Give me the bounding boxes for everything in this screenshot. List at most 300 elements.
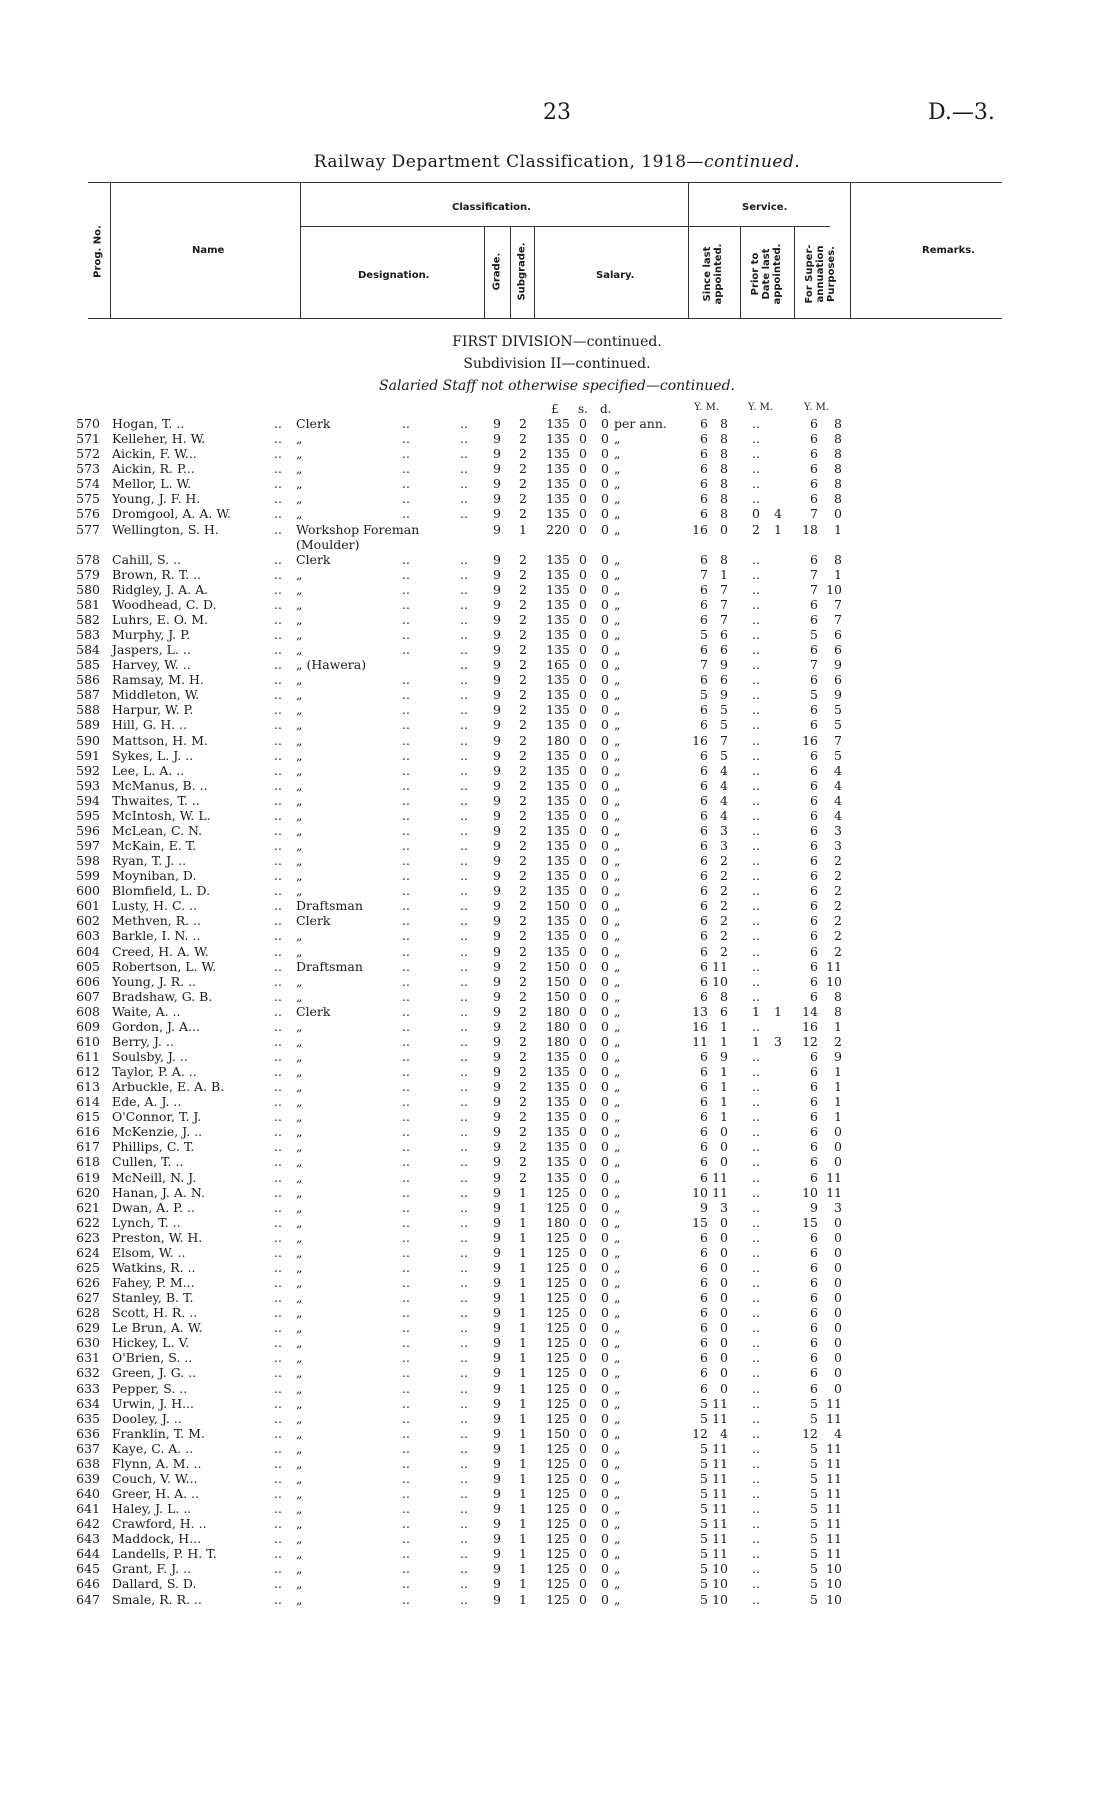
salary-shillings: 0 bbox=[579, 1109, 587, 1125]
prog-no: 647 bbox=[76, 1591, 100, 1607]
leader-dots: .. bbox=[274, 1259, 282, 1275]
grade: 9 bbox=[493, 1455, 501, 1471]
salary-pounds: 125 bbox=[546, 1335, 570, 1351]
leader-dots: .. bbox=[402, 1199, 410, 1215]
salary-pence: 0 bbox=[601, 928, 609, 944]
staff-name: Murphy, J. P. bbox=[112, 627, 191, 642]
since-months: 0 bbox=[720, 1229, 728, 1245]
leader-dots: .. bbox=[402, 1003, 410, 1019]
salary-period: „ bbox=[614, 551, 621, 567]
super-years: 6 bbox=[810, 868, 818, 884]
super-years: 9 bbox=[810, 1199, 818, 1215]
prior-years: .. bbox=[752, 1440, 760, 1456]
designation: „ bbox=[296, 1486, 303, 1501]
staff-name: Arbuckle, E. A. B. bbox=[112, 1079, 225, 1095]
salary-pounds: 135 bbox=[546, 491, 570, 507]
super-years: 7 bbox=[810, 506, 818, 522]
prog-no: 630 bbox=[76, 1335, 100, 1351]
leader-dots: .. bbox=[402, 1154, 410, 1170]
since-months: 7 bbox=[720, 732, 728, 748]
subgrade: 2 bbox=[519, 973, 527, 989]
leader-dots: .. bbox=[402, 1501, 410, 1516]
prog-no: 571 bbox=[76, 431, 100, 447]
super-months: 2 bbox=[834, 913, 842, 929]
since-years: 5 bbox=[700, 1486, 708, 1501]
table-row bbox=[0, 476, 1114, 491]
leader-dots: .. bbox=[460, 1169, 468, 1185]
staff-name: Kaye, C. A. .. bbox=[112, 1440, 194, 1456]
salary-period: „ bbox=[614, 1591, 621, 1607]
grade: 9 bbox=[493, 1033, 501, 1049]
staff-name: Middleton, W. bbox=[112, 687, 200, 703]
subgrade: 1 bbox=[519, 1470, 527, 1486]
leader-dots: .. bbox=[460, 1486, 468, 1501]
leader-dots: .. bbox=[402, 1033, 410, 1049]
subgrade: 1 bbox=[519, 1516, 527, 1532]
super-years: 6 bbox=[810, 672, 818, 688]
subgrade: 1 bbox=[519, 1425, 527, 1441]
prog-no: 645 bbox=[76, 1561, 100, 1577]
leader-dots: .. bbox=[274, 627, 282, 642]
since-years: 6 bbox=[700, 792, 708, 808]
salary-pence: 0 bbox=[601, 1199, 609, 1215]
super-months: 0 bbox=[834, 1154, 842, 1170]
super-months: 9 bbox=[834, 657, 842, 673]
grade: 9 bbox=[493, 1064, 501, 1079]
grade: 9 bbox=[493, 611, 501, 627]
table-row bbox=[0, 928, 1114, 943]
super-years: 5 bbox=[810, 687, 818, 703]
leader-dots: .. bbox=[402, 446, 410, 462]
super-months: 0 bbox=[834, 1350, 842, 1366]
subgrade: 2 bbox=[519, 702, 527, 718]
designation: „ bbox=[296, 1455, 303, 1471]
subgrade: 2 bbox=[519, 416, 527, 431]
division-heading: FIRST DIVISION—continued. bbox=[452, 334, 662, 350]
grade: 9 bbox=[493, 1576, 501, 1592]
super-months: 1 bbox=[834, 1094, 842, 1110]
leader-dots: .. bbox=[274, 1229, 282, 1245]
staff-name: Ede, A. J. .. bbox=[112, 1094, 182, 1110]
prior-years: .. bbox=[752, 1305, 760, 1321]
prog-no: 631 bbox=[76, 1350, 100, 1366]
salary-pence: 0 bbox=[601, 1561, 609, 1577]
since-years: 6 bbox=[700, 446, 708, 462]
since-months: 11 bbox=[712, 1440, 728, 1456]
salary-pounds: 220 bbox=[546, 521, 570, 537]
designation: „ bbox=[296, 1048, 303, 1064]
super-years: 6 bbox=[810, 1350, 818, 1366]
salary-pence: 0 bbox=[601, 1516, 609, 1532]
grade: 9 bbox=[493, 1561, 501, 1577]
leader-dots: .. bbox=[274, 898, 282, 914]
leader-dots: .. bbox=[460, 1229, 468, 1245]
table-row bbox=[0, 702, 1114, 717]
salary-period: „ bbox=[614, 792, 621, 808]
prog-no: 593 bbox=[76, 777, 100, 793]
staff-name: Thwaites, T. .. bbox=[112, 792, 200, 808]
since-years: 6 bbox=[700, 1154, 708, 1170]
prog-no: 627 bbox=[76, 1290, 100, 1306]
leader-dots: .. bbox=[402, 868, 410, 884]
col-divider bbox=[534, 226, 535, 318]
super-years: 5 bbox=[810, 1455, 818, 1471]
since-months: 0 bbox=[720, 1244, 728, 1260]
subgrade: 1 bbox=[519, 1410, 527, 1426]
salary-period: „ bbox=[614, 988, 621, 1004]
super-years: 6 bbox=[810, 943, 818, 959]
table-row bbox=[0, 1170, 1114, 1185]
super-years: 6 bbox=[810, 717, 818, 733]
prior-years: .. bbox=[752, 1259, 760, 1275]
leader-dots: .. bbox=[460, 1591, 468, 1607]
super-months: 0 bbox=[834, 506, 842, 522]
since-months: 0 bbox=[720, 1380, 728, 1396]
staff-name: Smale, R. R. .. bbox=[112, 1591, 202, 1607]
table-row bbox=[0, 1275, 1114, 1290]
salary-period: „ bbox=[614, 913, 621, 929]
salary-period: „ bbox=[614, 777, 621, 793]
prog-no: 623 bbox=[76, 1229, 100, 1245]
table-row bbox=[0, 1124, 1114, 1139]
prog-no: 601 bbox=[76, 898, 100, 914]
salary-pence: 0 bbox=[601, 1455, 609, 1471]
salary-shillings: 0 bbox=[579, 1440, 587, 1456]
since-years: 5 bbox=[700, 1546, 708, 1562]
table-row bbox=[0, 687, 1114, 702]
super-years: 6 bbox=[810, 611, 818, 627]
salary-period: „ bbox=[614, 807, 621, 823]
leader-dots: .. bbox=[274, 1501, 282, 1516]
leader-dots: .. bbox=[460, 868, 468, 884]
staff-name: Moyniban, D. bbox=[112, 868, 197, 884]
salary-shillings: 0 bbox=[579, 928, 587, 944]
grade: 9 bbox=[493, 627, 501, 642]
prior-years: .. bbox=[752, 853, 760, 868]
subgrade: 1 bbox=[519, 1531, 527, 1547]
super-months: 0 bbox=[834, 1214, 842, 1230]
super-months: 11 bbox=[826, 1395, 842, 1411]
prog-no: 579 bbox=[76, 566, 100, 582]
since-months: 11 bbox=[712, 1455, 728, 1471]
since-years: 6 bbox=[700, 988, 708, 1004]
salary-pence: 0 bbox=[601, 717, 609, 733]
prog-no: 618 bbox=[76, 1154, 100, 1170]
table-row bbox=[0, 1094, 1114, 1109]
subgrade: 1 bbox=[519, 1576, 527, 1592]
super-years: 6 bbox=[810, 1380, 818, 1396]
staff-name: Grant, F. J. .. bbox=[112, 1561, 192, 1577]
leader-dots: .. bbox=[274, 1410, 282, 1426]
salary-pence: 0 bbox=[601, 702, 609, 718]
designation: „ bbox=[296, 1425, 303, 1441]
super-months: 11 bbox=[826, 1516, 842, 1532]
salary-period: „ bbox=[614, 596, 621, 612]
staff-name: Wellington, S. H. bbox=[112, 521, 219, 537]
page-number: 23 bbox=[543, 100, 571, 125]
salary-shillings: 0 bbox=[579, 1275, 587, 1290]
prog-no: 634 bbox=[76, 1395, 100, 1411]
designation: „ bbox=[296, 1320, 303, 1336]
prog-no: 572 bbox=[76, 446, 100, 462]
since-years: 6 bbox=[700, 958, 708, 974]
designation: „ bbox=[296, 1184, 303, 1200]
salary-pence: 0 bbox=[601, 687, 609, 703]
subgrade: 2 bbox=[519, 868, 527, 884]
prior-years: .. bbox=[752, 1244, 760, 1260]
prog-no: 619 bbox=[76, 1169, 100, 1185]
leader-dots: .. bbox=[402, 1591, 410, 1607]
salary-shillings: 0 bbox=[579, 1259, 587, 1275]
super-months: 10 bbox=[826, 1561, 842, 1577]
leader-dots: .. bbox=[274, 1470, 282, 1486]
prog-no: 625 bbox=[76, 1259, 100, 1275]
table-row bbox=[0, 672, 1114, 687]
super-years: 6 bbox=[810, 1365, 818, 1381]
prog-no: 644 bbox=[76, 1546, 100, 1562]
grade: 9 bbox=[493, 1501, 501, 1516]
designation: „ bbox=[296, 1305, 303, 1321]
prog-no: 611 bbox=[76, 1048, 100, 1064]
salary-pounds: 135 bbox=[546, 1124, 570, 1140]
super-years: 18 bbox=[802, 521, 818, 537]
salary-period: „ bbox=[614, 1561, 621, 1577]
subgrade: 1 bbox=[519, 1440, 527, 1456]
salary-pence: 0 bbox=[601, 521, 609, 537]
header-superannuation: For Super- annuation Purposes. bbox=[804, 244, 837, 304]
salary-pence: 0 bbox=[601, 1470, 609, 1486]
leader-dots: .. bbox=[274, 1455, 282, 1471]
subgrade: 2 bbox=[519, 461, 527, 477]
salary-pounds: 135 bbox=[546, 1109, 570, 1125]
leader-dots: .. bbox=[460, 1033, 468, 1049]
super-months: 0 bbox=[834, 1290, 842, 1306]
prior-years: .. bbox=[752, 1169, 760, 1185]
grade: 9 bbox=[493, 1320, 501, 1336]
leader-dots: .. bbox=[460, 461, 468, 477]
staff-name: Taylor, P. A. .. bbox=[112, 1064, 197, 1079]
staff-name: Robertson, L. W. bbox=[112, 958, 217, 974]
since-months: 0 bbox=[720, 1124, 728, 1140]
super-months: 0 bbox=[834, 1380, 842, 1396]
subgrade: 2 bbox=[519, 838, 527, 853]
since-months: 1 bbox=[720, 566, 728, 582]
prior-years: .. bbox=[752, 416, 760, 431]
super-months: 0 bbox=[834, 1365, 842, 1381]
salary-period: „ bbox=[614, 1320, 621, 1336]
subgrade: 2 bbox=[519, 717, 527, 733]
salary-pounds: 135 bbox=[546, 853, 570, 868]
salary-period: „ bbox=[614, 1214, 621, 1230]
leader-dots: .. bbox=[460, 1003, 468, 1019]
designation: „ bbox=[296, 943, 303, 959]
salary-period: „ bbox=[614, 822, 621, 838]
subgrade: 2 bbox=[519, 1139, 527, 1155]
super-years: 6 bbox=[810, 807, 818, 823]
since-months: 8 bbox=[720, 551, 728, 567]
since-months: 4 bbox=[720, 807, 728, 823]
grade: 9 bbox=[493, 1275, 501, 1290]
since-months: 8 bbox=[720, 446, 728, 462]
table-row bbox=[0, 793, 1114, 808]
since-years: 7 bbox=[700, 657, 708, 673]
leader-dots: .. bbox=[460, 1109, 468, 1125]
salary-pounds: 125 bbox=[546, 1591, 570, 1607]
salary-pence: 0 bbox=[601, 1064, 609, 1079]
super-years: 14 bbox=[802, 1003, 818, 1019]
prog-no: 603 bbox=[76, 928, 100, 944]
table-row bbox=[0, 733, 1114, 748]
subgrade: 2 bbox=[519, 581, 527, 597]
leader-dots: .. bbox=[460, 1410, 468, 1426]
since-years: 6 bbox=[700, 596, 708, 612]
salary-pounds: 125 bbox=[546, 1486, 570, 1501]
salary-pence: 0 bbox=[601, 1229, 609, 1245]
salary-shillings: 0 bbox=[579, 1455, 587, 1471]
salary-pence: 0 bbox=[601, 777, 609, 793]
designation: „ bbox=[296, 611, 303, 627]
super-years: 7 bbox=[810, 657, 818, 673]
prior-years: .. bbox=[752, 822, 760, 838]
salary-pence: 0 bbox=[601, 747, 609, 763]
salary-pence: 0 bbox=[601, 1425, 609, 1441]
salary-pence: 0 bbox=[601, 566, 609, 582]
salary-pounds: 135 bbox=[546, 611, 570, 627]
salary-period: „ bbox=[614, 566, 621, 582]
leader-dots: .. bbox=[460, 732, 468, 748]
super-months: 9 bbox=[834, 1048, 842, 1064]
super-months: 3 bbox=[834, 1199, 842, 1215]
since-months: 11 bbox=[712, 958, 728, 974]
leader-dots: .. bbox=[274, 777, 282, 793]
super-months: 7 bbox=[834, 596, 842, 612]
staff-name: Jaspers, L. .. bbox=[112, 642, 191, 657]
table-row bbox=[0, 1290, 1114, 1305]
salary-shillings: 0 bbox=[579, 1169, 587, 1185]
salary-shillings: 0 bbox=[579, 1576, 587, 1592]
super-years: 6 bbox=[810, 1079, 818, 1095]
super-months: 11 bbox=[826, 1486, 842, 1501]
salary-period: „ bbox=[614, 732, 621, 748]
since-months: 11 bbox=[712, 1531, 728, 1547]
leader-dots: .. bbox=[460, 943, 468, 959]
grade: 9 bbox=[493, 1229, 501, 1245]
prior-years: .. bbox=[752, 1214, 760, 1230]
super-years: 15 bbox=[802, 1214, 818, 1230]
leader-dots: .. bbox=[402, 1320, 410, 1336]
salary-period: „ bbox=[614, 1169, 621, 1185]
leader-dots: .. bbox=[460, 1546, 468, 1562]
since-years: 6 bbox=[700, 1169, 708, 1185]
since-months: 0 bbox=[720, 1275, 728, 1290]
staff-name: Watkins, R. .. bbox=[112, 1259, 196, 1275]
prior-years: .. bbox=[752, 1395, 760, 1411]
header-grade: Grade. bbox=[491, 252, 503, 291]
staff-name: Hill, G. H. .. bbox=[112, 717, 188, 733]
designation: „ bbox=[296, 988, 303, 1004]
salary-period: „ bbox=[614, 1064, 621, 1079]
salary-period: „ bbox=[614, 898, 621, 914]
prog-no: 624 bbox=[76, 1244, 100, 1260]
salary-pounds: 125 bbox=[546, 1576, 570, 1592]
salary-period: „ bbox=[614, 853, 621, 868]
leader-dots: .. bbox=[274, 1576, 282, 1592]
super-months: 4 bbox=[834, 792, 842, 808]
prog-no: 629 bbox=[76, 1320, 100, 1336]
super-months: 4 bbox=[834, 1425, 842, 1441]
salary-shillings: 0 bbox=[579, 1229, 587, 1245]
leader-dots: .. bbox=[402, 431, 410, 447]
salary-pounds: 125 bbox=[546, 1501, 570, 1516]
since-years: 6 bbox=[700, 943, 708, 959]
salary-shillings: 0 bbox=[579, 838, 587, 853]
designation: „ bbox=[296, 1154, 303, 1170]
subgrade: 2 bbox=[519, 1064, 527, 1079]
since-months: 1 bbox=[720, 1094, 728, 1110]
since-months: 0 bbox=[720, 1335, 728, 1351]
super-years: 5 bbox=[810, 1516, 818, 1532]
since-years: 6 bbox=[700, 898, 708, 914]
subgrade: 2 bbox=[519, 883, 527, 899]
salary-pounds: 135 bbox=[546, 747, 570, 763]
staff-name: Ramsay, M. H. bbox=[112, 672, 204, 688]
since-years: 6 bbox=[700, 1335, 708, 1351]
table-row bbox=[0, 461, 1114, 476]
leader-dots: .. bbox=[402, 506, 410, 522]
leader-dots: .. bbox=[402, 853, 410, 868]
leader-dots: .. bbox=[274, 1003, 282, 1019]
leader-dots: .. bbox=[274, 792, 282, 808]
since-years: 6 bbox=[700, 416, 708, 431]
super-years: 5 bbox=[810, 1501, 818, 1516]
designation: „ bbox=[296, 1033, 303, 1049]
unit-pounds: £ bbox=[551, 402, 559, 416]
prior-years: .. bbox=[752, 913, 760, 929]
salary-period: „ bbox=[614, 1154, 621, 1170]
salary-shillings: 0 bbox=[579, 943, 587, 959]
table-row bbox=[0, 1426, 1114, 1441]
leader-dots: .. bbox=[274, 928, 282, 944]
since-months: 9 bbox=[720, 687, 728, 703]
since-years: 9 bbox=[700, 1199, 708, 1215]
prior-years: .. bbox=[752, 446, 760, 462]
salary-pence: 0 bbox=[601, 1531, 609, 1547]
salary-pence: 0 bbox=[601, 672, 609, 688]
since-months: 11 bbox=[712, 1410, 728, 1426]
leader-dots: .. bbox=[460, 1214, 468, 1230]
staff-name: Bradshaw, G. B. bbox=[112, 988, 213, 1004]
leader-dots: .. bbox=[274, 611, 282, 627]
prog-no: 637 bbox=[76, 1440, 100, 1456]
designation: „ bbox=[296, 1470, 303, 1486]
salary-pounds: 125 bbox=[546, 1244, 570, 1260]
salary-period: „ bbox=[614, 1365, 621, 1381]
subgrade: 2 bbox=[519, 611, 527, 627]
leader-dots: .. bbox=[274, 1305, 282, 1321]
subgrade: 1 bbox=[519, 1214, 527, 1230]
table-row bbox=[0, 1154, 1114, 1169]
super-months: 8 bbox=[834, 551, 842, 567]
leader-dots: .. bbox=[460, 958, 468, 974]
subgrade: 2 bbox=[519, 913, 527, 929]
leader-dots: .. bbox=[402, 672, 410, 688]
salary-period: „ bbox=[614, 1486, 621, 1501]
salary-shillings: 0 bbox=[579, 1003, 587, 1019]
prior-years: .. bbox=[752, 1124, 760, 1140]
since-years: 6 bbox=[700, 1244, 708, 1260]
leader-dots: .. bbox=[274, 491, 282, 507]
super-years: 5 bbox=[810, 1561, 818, 1577]
